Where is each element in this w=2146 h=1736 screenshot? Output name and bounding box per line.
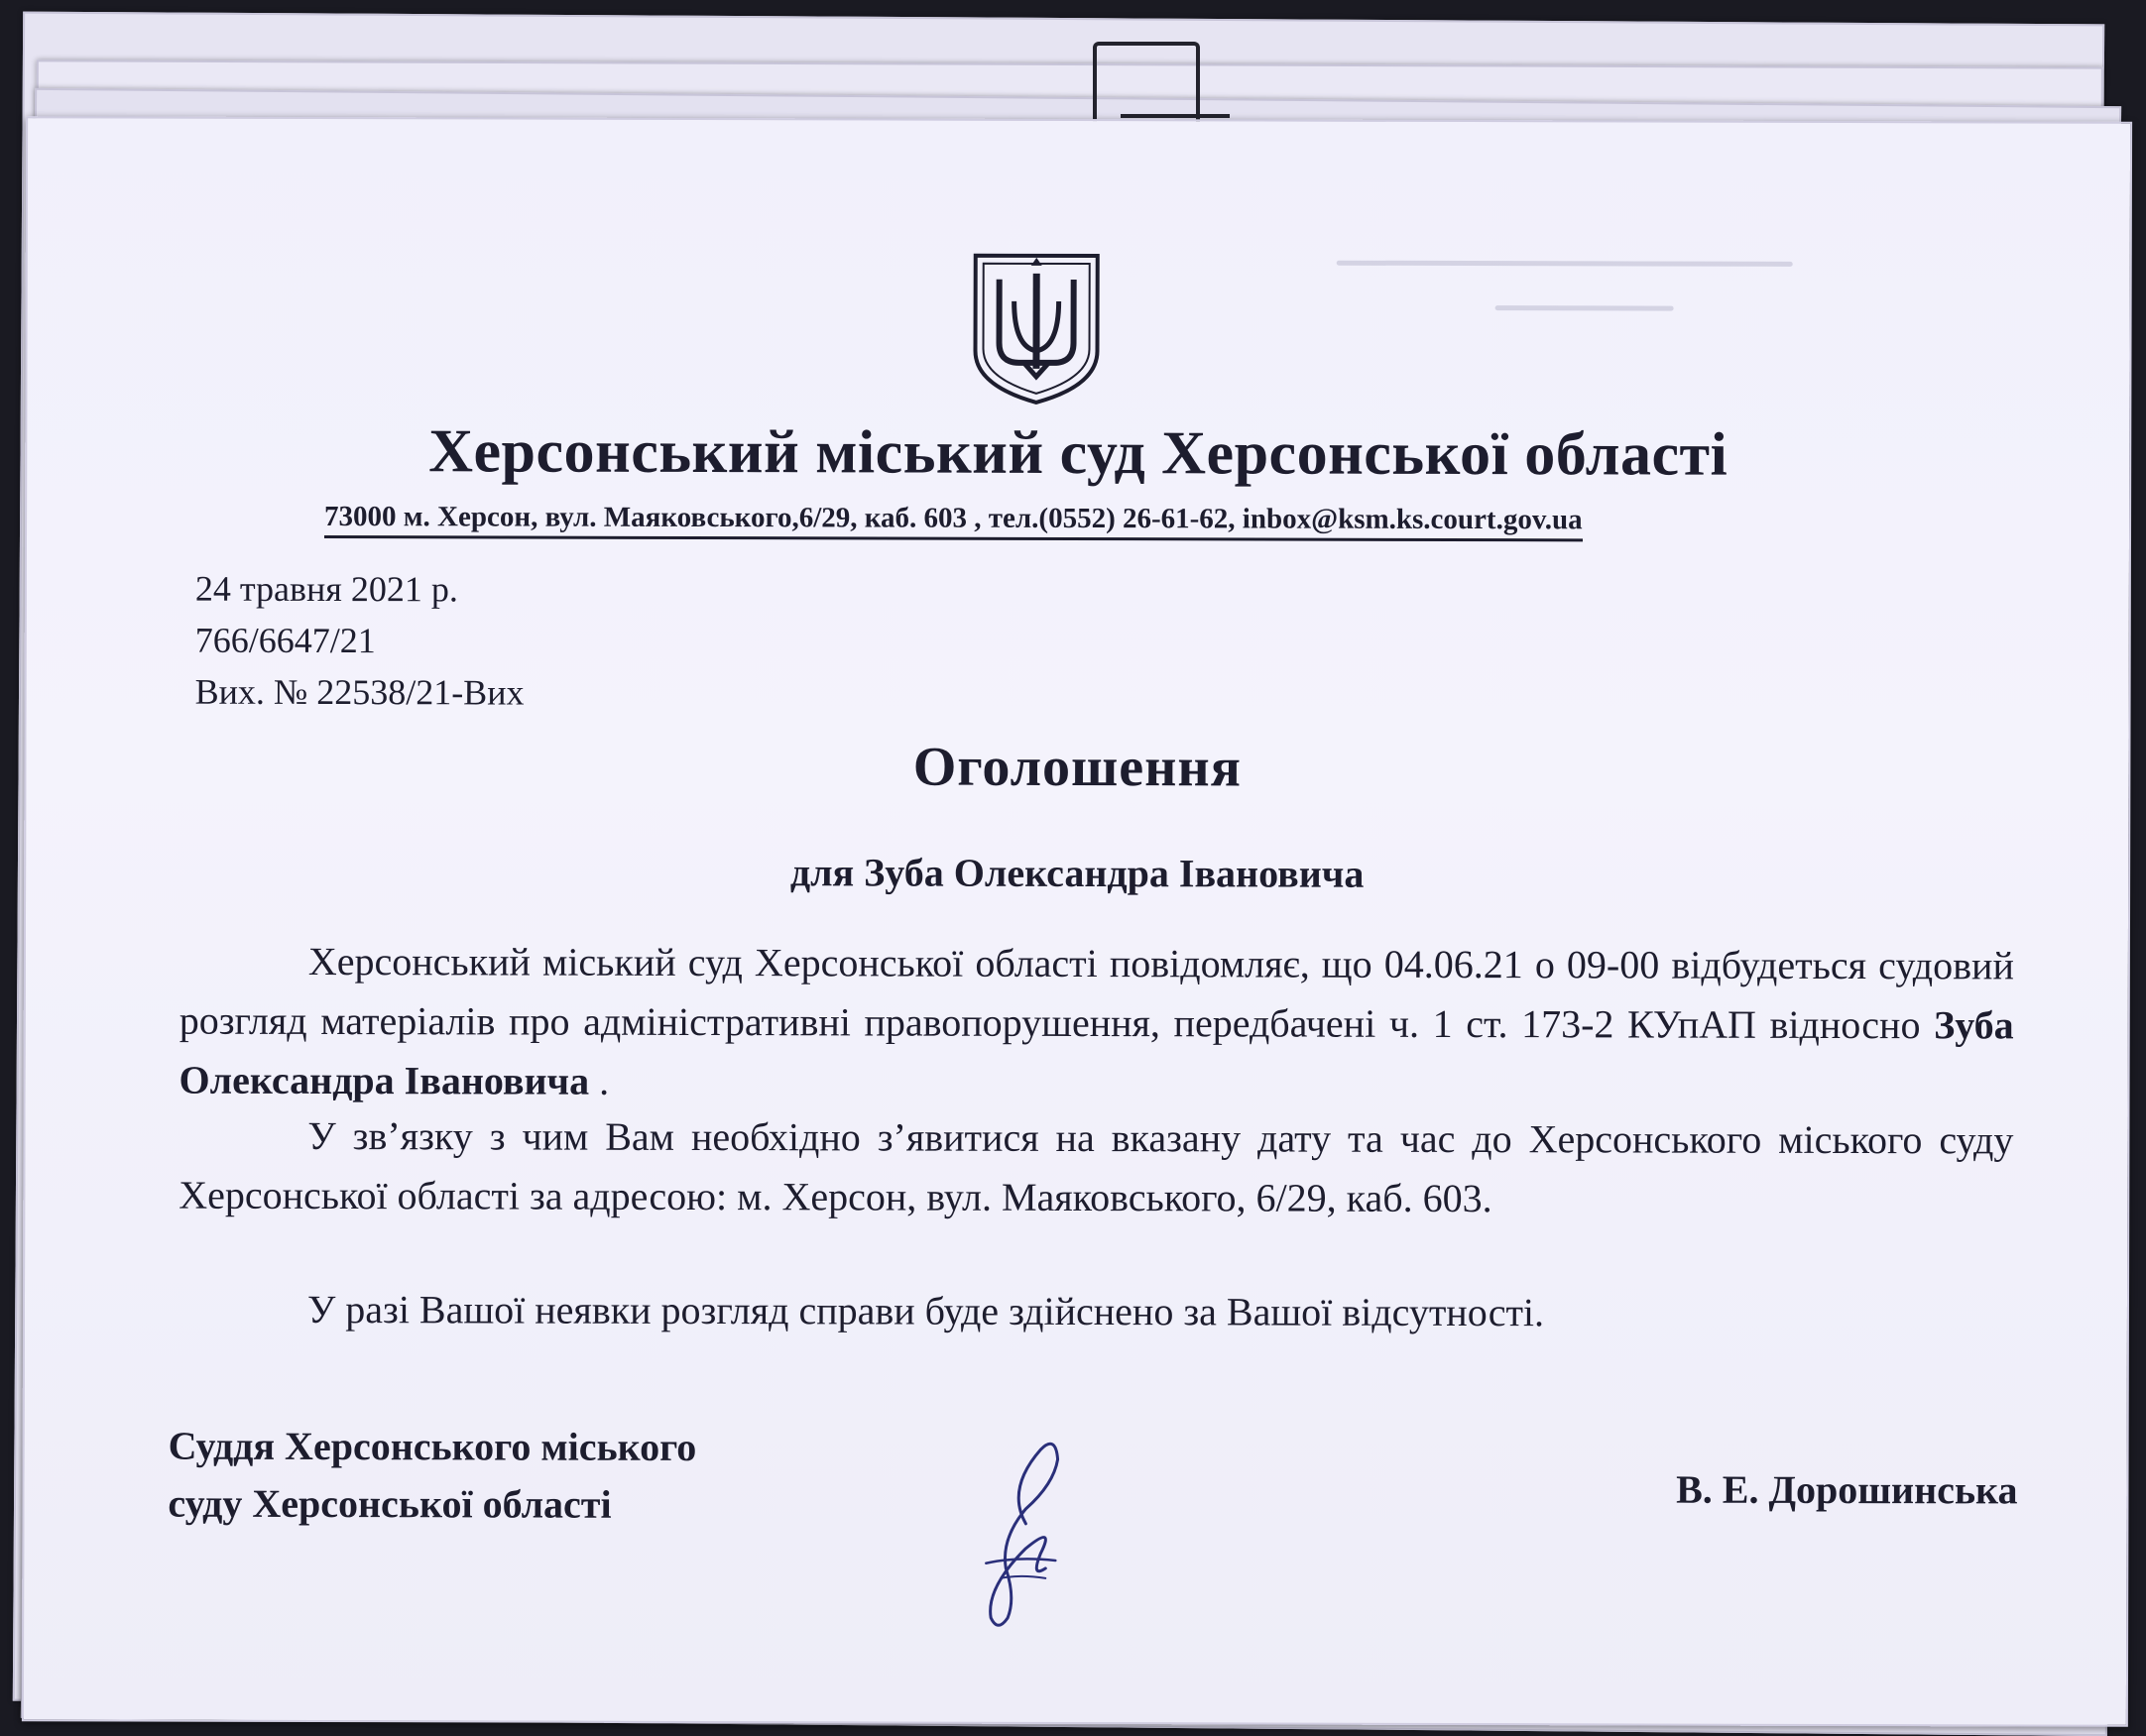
document-meta (195, 563, 525, 719)
paragraph-appearance: У зв’язку з чим Вам необхідно з’явитися на вказану дату та час до Херсонського міського суду Херсонської області за адресою: м. Херсон, вул. Маяковського, 6/29, каб. 603. (179, 1112, 2014, 1221)
court-address: 73000 м. Херсон, вул. Маяковського,6/29, каб. 603 , тел.(0552) 26-61-62, inbox@ksm.ks.court.gov.ua (324, 501, 1583, 541)
document-title: Оголошення (912, 736, 1243, 799)
judge-name: В. Е. Дорошинська (1676, 1466, 2018, 1513)
judge-title-line: Суддя Херсонського міського (168, 1423, 697, 1469)
bleed-through-line (1495, 305, 1674, 310)
paragraph-hearing-notice (179, 932, 2014, 1111)
paragraph-end: . (589, 1058, 610, 1103)
judge-title (168, 1418, 696, 1534)
trident-emblem-icon (969, 252, 1103, 405)
court-name: Херсонський міський суд Херсонської області (428, 417, 1729, 489)
defendant-name: Зуба Олександра Івановича (179, 1002, 2014, 1103)
judge-title-line: суду Херсонської області (168, 1480, 612, 1527)
back-sheet-emblem-icon (1093, 42, 1200, 125)
outgoing-number: Вих. № 22538/21-Вих (194, 671, 525, 713)
document-date: 24 травня 2021 р. (194, 568, 458, 610)
paragraph-absence: У разі Вашої неявки розгляд справи буде здійснено за Вашої відсутності. (306, 1286, 1545, 1335)
document-body (179, 932, 2014, 1344)
paragraph-text: Херсонський міський суд Херсонської області повідомляє, що 04.06.21 о 09-00 відбудеться судовий розгляд матеріалів про адміністративні правопорушення, передбачені ч. 1 ст. 173-2 КУпАП відносно (179, 938, 2014, 1048)
document-sheet (22, 116, 2132, 1727)
addressee: для Зуба Олександра Івановича (789, 850, 1365, 896)
handwritten-signature-icon (946, 1430, 1106, 1638)
bleed-through-line (1337, 261, 1793, 267)
case-number: 766/6647/21 (194, 620, 376, 661)
